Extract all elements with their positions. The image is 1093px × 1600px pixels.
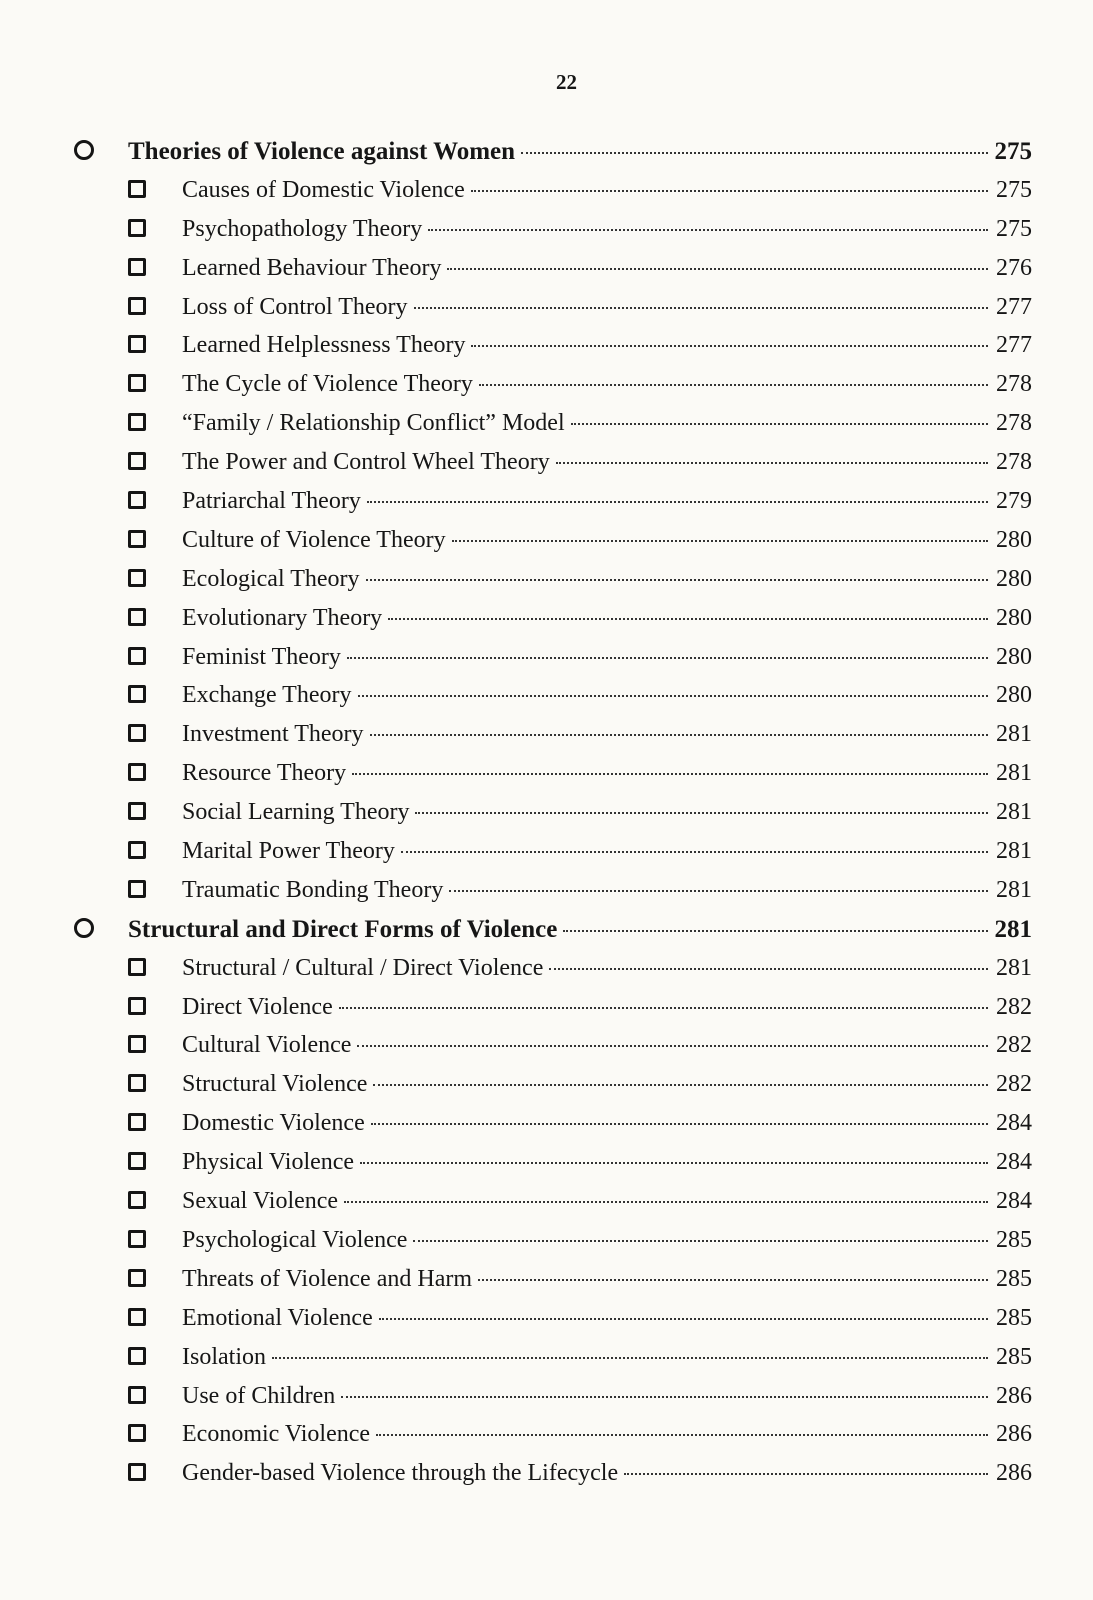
toc-entry	[72, 371, 1032, 410]
dot-leader	[415, 812, 988, 814]
entry-title: Resource Theory	[182, 760, 347, 787]
circle-bullet-icon	[74, 140, 94, 160]
dot-leader	[370, 734, 988, 736]
toc-entry	[72, 721, 1032, 760]
entry-page-number: 286	[996, 1460, 1032, 1487]
toc-entry	[72, 488, 1032, 527]
toc-entry	[72, 294, 1032, 333]
entry-page-number: 281	[996, 838, 1032, 865]
dot-leader	[452, 540, 988, 542]
toc-entry	[72, 527, 1032, 566]
dot-leader	[414, 307, 988, 309]
dot-leader	[376, 1434, 988, 1436]
square-bullet-icon	[128, 1035, 146, 1053]
square-bullet-icon	[128, 763, 146, 781]
toc-entry	[72, 1421, 1032, 1460]
circle-bullet-icon	[74, 918, 94, 938]
toc-entry	[72, 449, 1032, 488]
page-number: 22	[556, 70, 577, 94]
toc-entry	[72, 1344, 1032, 1383]
entry-title: Cultural Violence	[182, 1032, 352, 1059]
toc-entry	[72, 216, 1032, 255]
entry-title: Domestic Violence	[182, 1110, 365, 1137]
entry-title: Traumatic Bonding Theory	[182, 876, 444, 903]
entry-page-number: 275	[996, 215, 1032, 242]
entry-page-number: 281	[996, 721, 1032, 748]
square-bullet-icon	[128, 1230, 146, 1248]
entry-page-number: 281	[996, 799, 1032, 826]
entry-title: Physical Violence	[182, 1149, 355, 1176]
entry-page-number: 282	[996, 993, 1032, 1020]
toc-entry	[72, 255, 1032, 294]
square-bullet-icon	[128, 647, 146, 665]
entry-page-number: 282	[996, 1032, 1032, 1059]
entry-title: Gender-based Violence through the Lifecycle	[182, 1460, 619, 1487]
toc-entry	[72, 994, 1032, 1033]
dot-leader	[571, 423, 988, 425]
entry-page-number: 285	[996, 1304, 1032, 1331]
toc-entry	[72, 1071, 1032, 1110]
dot-leader	[624, 1473, 988, 1475]
entry-page-number: 277	[996, 332, 1032, 359]
dot-leader	[449, 890, 988, 892]
entry-title: Structural / Cultural / Direct Violence	[182, 954, 544, 981]
toc-entry	[72, 877, 1032, 916]
dot-leader	[471, 190, 988, 192]
toc-entry	[72, 1383, 1032, 1422]
dot-leader	[357, 1045, 988, 1047]
entry-page-number: 284	[996, 1149, 1032, 1176]
dot-leader	[352, 773, 988, 775]
entry-title: Isolation	[182, 1343, 266, 1370]
toc-entry	[72, 955, 1032, 994]
toc-entry	[72, 1188, 1032, 1227]
entry-page-number: 286	[996, 1421, 1032, 1448]
dot-leader	[563, 930, 988, 932]
square-bullet-icon	[128, 1308, 146, 1326]
square-bullet-icon	[128, 452, 146, 470]
section-title: Structural and Direct Forms of Violence	[128, 915, 558, 943]
square-bullet-icon	[128, 374, 146, 392]
entry-page-number: 279	[996, 488, 1032, 515]
dot-leader	[344, 1201, 988, 1203]
dot-leader	[367, 501, 988, 503]
square-bullet-icon	[128, 1191, 146, 1209]
toc-entry	[72, 332, 1032, 371]
entry-title: Learned Helplessness Theory	[182, 332, 466, 359]
entry-page-number: 284	[996, 1110, 1032, 1137]
entry-title: Learned Behaviour Theory	[182, 254, 442, 281]
entry-title: Sexual Violence	[182, 1188, 339, 1215]
square-bullet-icon	[128, 335, 146, 353]
entry-title: The Power and Control Wheel Theory	[182, 449, 550, 476]
entry-page-number: 281	[996, 954, 1032, 981]
toc-entry	[72, 1149, 1032, 1188]
dot-leader	[549, 968, 988, 970]
entry-title: Ecological Theory	[182, 565, 360, 592]
entry-page-number: 284	[996, 1188, 1032, 1215]
square-bullet-icon	[128, 258, 146, 276]
toc-entry	[72, 1460, 1032, 1499]
square-bullet-icon	[128, 1113, 146, 1131]
dot-leader	[401, 851, 988, 853]
square-bullet-icon	[128, 724, 146, 742]
square-bullet-icon	[128, 685, 146, 703]
entry-title: Social Learning Theory	[182, 799, 410, 826]
dot-leader	[379, 1318, 988, 1320]
toc-entry	[72, 682, 1032, 721]
entry-page-number: 285	[996, 1226, 1032, 1253]
entry-page-number: 275	[996, 176, 1032, 203]
dot-leader	[371, 1123, 988, 1125]
dot-leader	[272, 1357, 988, 1359]
entry-page-number: 281	[996, 876, 1032, 903]
entry-page-number: 281	[996, 760, 1032, 787]
toc-entry	[72, 410, 1032, 449]
entry-title: Marital Power Theory	[182, 838, 395, 865]
entry-title: Investment Theory	[182, 721, 364, 748]
toc-entry	[72, 1305, 1032, 1344]
entry-page-number: 280	[996, 526, 1032, 553]
entry-title: Patriarchal Theory	[182, 488, 361, 515]
square-bullet-icon	[128, 1152, 146, 1170]
square-bullet-icon	[128, 491, 146, 509]
section-page-number: 281	[994, 915, 1032, 943]
square-bullet-icon	[128, 608, 146, 626]
entry-page-number: 285	[996, 1265, 1032, 1292]
entry-title: Exchange Theory	[182, 682, 352, 709]
square-bullet-icon	[128, 802, 146, 820]
toc-entry	[72, 1227, 1032, 1266]
dot-leader	[447, 268, 988, 270]
toc-entry	[72, 1032, 1032, 1071]
toc-entry	[72, 644, 1032, 683]
square-bullet-icon	[128, 569, 146, 587]
dot-leader	[339, 1007, 988, 1009]
dot-leader	[479, 384, 988, 386]
square-bullet-icon	[128, 1347, 146, 1365]
dot-leader	[358, 695, 989, 697]
entry-title: Economic Violence	[182, 1421, 371, 1448]
square-bullet-icon	[128, 1386, 146, 1404]
square-bullet-icon	[128, 1463, 146, 1481]
toc-section-entry	[72, 916, 1032, 955]
square-bullet-icon	[128, 1269, 146, 1287]
square-bullet-icon	[128, 958, 146, 976]
entry-page-number: 280	[996, 604, 1032, 631]
entry-page-number: 278	[996, 410, 1032, 437]
entry-title: Psychological Violence	[182, 1226, 408, 1253]
entry-title: The Cycle of Violence Theory	[182, 371, 473, 398]
dot-leader	[556, 462, 988, 464]
entry-title: Loss of Control Theory	[182, 293, 408, 320]
dot-leader	[347, 657, 988, 659]
entry-title: Use of Children	[182, 1382, 336, 1409]
square-bullet-icon	[128, 413, 146, 431]
entry-title: Psychopathology Theory	[182, 215, 423, 242]
entry-page-number: 280	[996, 643, 1032, 670]
entry-page-number: 277	[996, 293, 1032, 320]
dot-leader	[521, 152, 988, 154]
dot-leader	[471, 345, 988, 347]
entry-title: Causes of Domestic Violence	[182, 176, 465, 203]
dot-leader	[388, 618, 988, 620]
entry-page-number: 280	[996, 565, 1032, 592]
square-bullet-icon	[128, 219, 146, 237]
entry-title: Emotional Violence	[182, 1304, 373, 1331]
dot-leader	[366, 579, 989, 581]
section-title: Theories of Violence against Women	[128, 138, 516, 165]
entry-page-number: 285	[996, 1343, 1032, 1370]
dot-leader	[428, 229, 988, 231]
dot-leader	[478, 1279, 988, 1281]
toc-entry	[72, 177, 1032, 216]
entry-page-number: 282	[996, 1071, 1032, 1098]
toc-entry	[72, 838, 1032, 877]
square-bullet-icon	[128, 180, 146, 198]
entry-page-number: 278	[996, 371, 1032, 398]
toc-entry	[72, 1110, 1032, 1149]
toc-entry	[72, 760, 1032, 799]
entry-title: Culture of Violence Theory	[182, 526, 446, 553]
dot-leader	[373, 1084, 988, 1086]
square-bullet-icon	[128, 1424, 146, 1442]
entry-title: Evolutionary Theory	[182, 604, 383, 631]
square-bullet-icon	[128, 841, 146, 859]
toc-section-entry	[72, 138, 1032, 177]
section-page-number: 275	[994, 138, 1032, 165]
entry-title: Threats of Violence and Harm	[182, 1265, 473, 1292]
toc-entry	[72, 566, 1032, 605]
entry-title: “Family / Relationship Conflict” Model	[182, 410, 565, 437]
entry-page-number: 286	[996, 1382, 1032, 1409]
dot-leader	[341, 1396, 988, 1398]
square-bullet-icon	[128, 997, 146, 1015]
toc-entry	[72, 1266, 1032, 1305]
square-bullet-icon	[128, 1074, 146, 1092]
entry-page-number: 278	[996, 449, 1032, 476]
square-bullet-icon	[128, 297, 146, 315]
square-bullet-icon	[128, 880, 146, 898]
entry-title: Feminist Theory	[182, 643, 341, 670]
table-of-contents	[72, 138, 1032, 1499]
square-bullet-icon	[128, 530, 146, 548]
toc-entry	[72, 799, 1032, 838]
dot-leader	[413, 1240, 988, 1242]
entry-title: Direct Violence	[182, 993, 333, 1020]
entry-page-number: 280	[996, 682, 1032, 709]
toc-entry	[72, 605, 1032, 644]
dot-leader	[360, 1162, 988, 1164]
entry-page-number: 276	[996, 254, 1032, 281]
entry-title: Structural Violence	[182, 1071, 368, 1098]
